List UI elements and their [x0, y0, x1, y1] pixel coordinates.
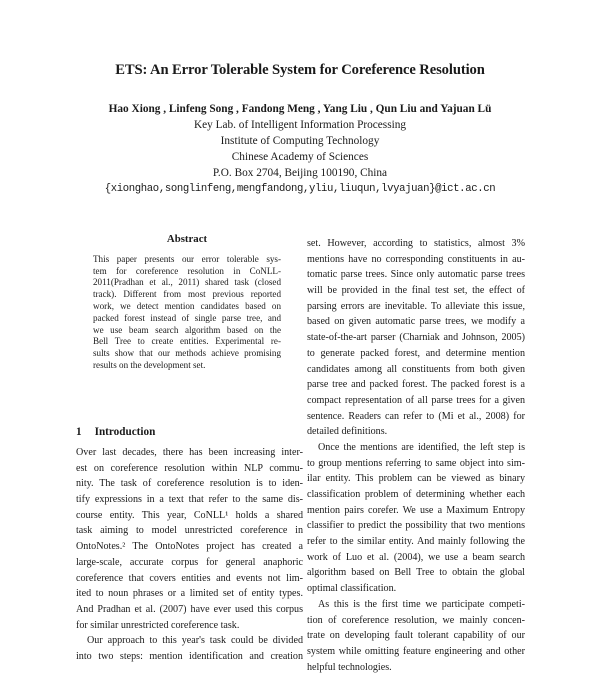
body-line: ited to noun phrases or a limited set of entity types.: [76, 588, 303, 600]
body-line: will be provided in the final test set, the effect of: [307, 285, 525, 297]
body-line: compact representation of all parse trees for a given: [307, 394, 525, 406]
body-line: mentions have no corresponding constituents in au-: [307, 253, 525, 265]
abstract-line: results on the development set.: [93, 359, 206, 370]
body-line: And Pradhan et al. (2007) have ever used this corpus: [76, 603, 303, 615]
affiliation-line: P.O. Box 2704, Beijing 100190, China: [212, 167, 388, 179]
body-line: parsing errors are inevitable. To alleviate this issue,: [307, 300, 525, 312]
body-line: As this is the first time we participate competi-: [318, 598, 525, 610]
abstract-line: track). Different from most previous reported: [93, 289, 281, 300]
introduction-right-column: [307, 236, 525, 675]
body-line: course entity. This year, CoNLL¹ holds a shared: [76, 509, 303, 521]
section-number: 1: [76, 426, 82, 438]
body-line: optimal classification.: [307, 583, 397, 595]
body-line: Over last decades, there has been increasing inter-: [76, 447, 303, 458]
body-line: into two steps: mention identification and creation: [76, 650, 303, 662]
body-line: candidates among all constituents from both given: [307, 363, 525, 375]
body-line: classification problem of determining whether each: [307, 489, 525, 500]
body-line: helpful technologies.: [307, 661, 392, 673]
body-line: ilar entity. This problem can be viewed as binary: [307, 473, 525, 485]
affiliation-line: Key Lab. of Intelligent Information Processing: [193, 119, 407, 131]
abstract-line: Bell Tree to create entities. Experimental re-: [93, 336, 281, 347]
body-line: system while omitting feature engineering and other: [307, 645, 525, 657]
abstract-line: tem for coreference resolution in CoNLL-: [93, 265, 281, 276]
body-line: parse tree and packed forest. The packed forest is a: [307, 379, 525, 391]
body-line: nity. The task of coreference resolution is to iden-: [76, 478, 303, 490]
body-line: to generate packed forest, and determine mention: [307, 347, 525, 359]
body-line: refer to the similar entity. And mainly following the: [307, 536, 525, 548]
body-line: for similar unrestricted coreference task.: [76, 619, 240, 631]
body-line: state-of-the-art parser (Charniak and Johnson, 2005): [307, 332, 525, 344]
body-line: trate on developing fault tolerant capability of our: [307, 630, 525, 642]
body-line: to group mentions referring to same object into sim-: [307, 457, 525, 469]
body-line: tion of coreference resolution, we mainly concen-: [307, 614, 525, 626]
section-title: Introduction: [94, 426, 156, 438]
abstract-line: sults show that our methods achieve promising: [93, 348, 281, 359]
body-line: Our approach to this year's task could be divided: [87, 635, 303, 647]
affiliation-line: Institute of Computing Technology: [220, 135, 380, 147]
author-block: [0, 101, 600, 197]
section-heading-introduction: [76, 426, 155, 438]
author-emails: {xionghao,songlinfeng,mengfandong,yliu,liuqun,lvyajuan}@ict.ac.cn: [104, 183, 496, 195]
body-line: algorithm based on Bell Tree to obtain the global: [307, 567, 525, 579]
abstract-section: [93, 234, 281, 372]
body-line: classifier to predict the possibility that two mentions: [307, 520, 525, 532]
introduction-left-column: [76, 445, 303, 665]
paper-title: ETS: An Error Tolerable System for Coreference Resolution: [115, 62, 485, 78]
author-names: Hao Xiong , Linfeng Song , Fandong Meng , Yang Liu , Qun Liu and Yajuan Lü: [108, 103, 492, 115]
abstract-line: This paper presents our error tolerable sys-: [93, 253, 281, 264]
abstract-line: work, we detect mention candidates based on: [93, 300, 281, 311]
body-line: set. However, according to statistics, almost 3%: [307, 238, 525, 249]
affiliation-line: Chinese Academy of Sciences: [231, 151, 369, 163]
body-line: Once the mentions are identified, the left step is: [318, 441, 525, 453]
abstract-line: 2011(Pradhan et al., 2011) shared task (closed: [93, 277, 281, 288]
body-line: tify expressions in a text that refer to the same dis-: [76, 494, 303, 506]
abstract-line: packed forest instead of single parse tree, and: [93, 312, 281, 323]
abstract-heading: Abstract: [166, 233, 208, 245]
body-line: large-scale, accurate corpus for general anaphoric: [76, 556, 303, 568]
body-line: detailed definitions.: [307, 426, 388, 438]
body-line: sentence. Readers can refer to (Mi et al., 2008) for: [307, 410, 525, 422]
abstract-line: we use beam search algorithm based on the: [93, 324, 281, 335]
body-line: tomatic parse trees. Since only automatic parse trees: [307, 269, 525, 281]
body-line: est on coreference resolution within NLP commu-: [76, 462, 303, 474]
body-line: work of Luo et al. (2004), we use a beam search: [307, 551, 525, 563]
body-line: based on given automatic parse trees, we modify a: [307, 316, 525, 328]
body-line: mention pairs corefer. We use a Maximum Entropy: [307, 504, 525, 516]
body-line: task aiming to model unrestricted coreference in: [76, 525, 303, 537]
body-line: OntoNotes.² The OntoNotes project has created a: [76, 541, 303, 553]
body-line: coreference that covers entities and events not lim-: [76, 572, 303, 584]
